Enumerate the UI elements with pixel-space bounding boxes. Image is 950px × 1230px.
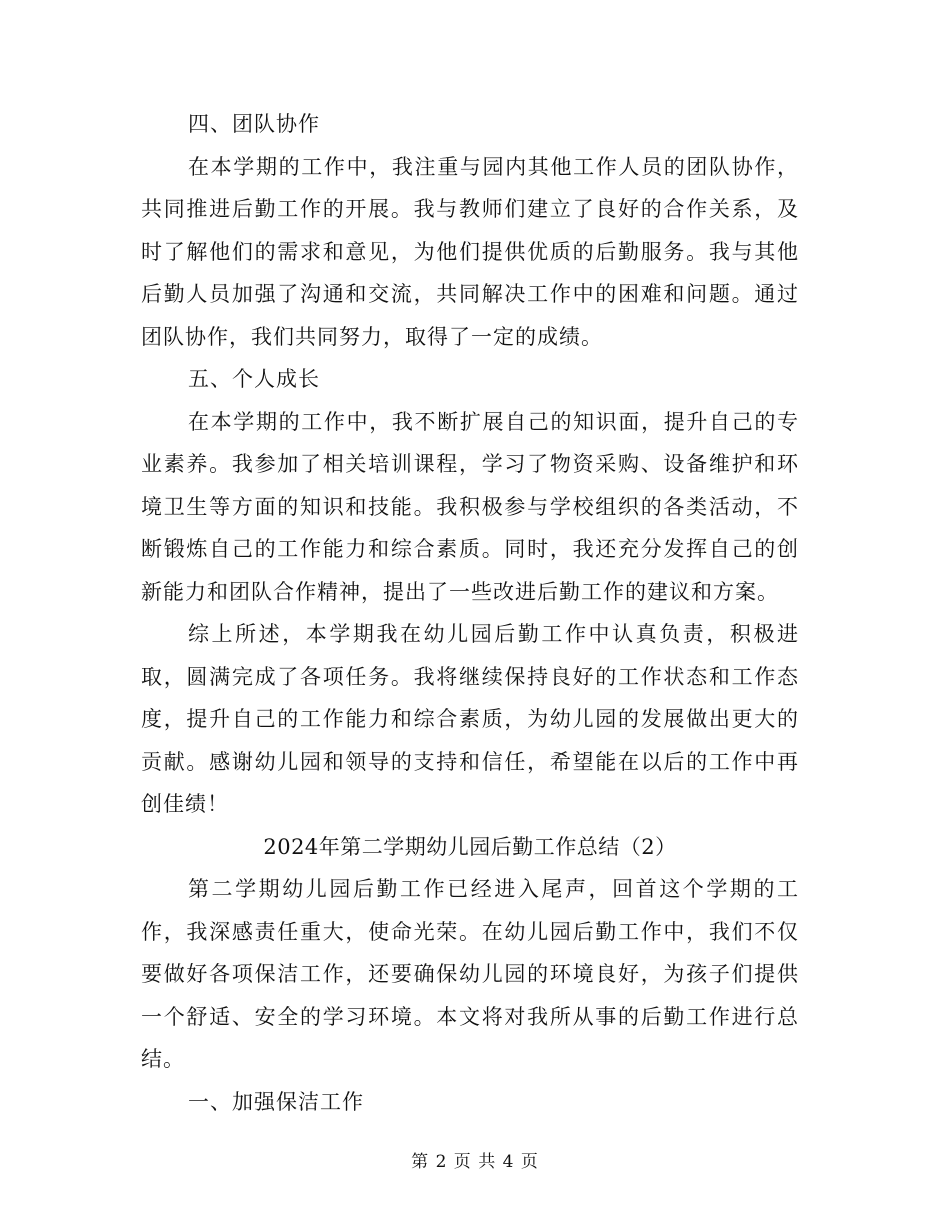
paragraph-intro: 第二学期幼儿园后勤工作已经进入尾声，回首这个学期的工作，我深感责任重大，使命光荣。在幼儿园后勤工作中，我们不仅要做好各项保洁工作，还要确保幼儿园的环境良好，为孩子们提供一个舒适、安全的学习环境。本文将对我所从事的后勤工作进行总结。 — [141, 877, 799, 1071]
paragraph-conclusion: 综上所述，本学期我在幼儿园后勤工作中认真负责，积极进取，圆满完成了各项任务。我将继续保持良好的工作状态和工作态度，提升自己的工作能力和综合素质，为幼儿园的发展做出更大的贡献。感谢幼儿园和领导的支持和信任，希望能在以后的工作中再创佳绩！ — [141, 622, 799, 816]
page-content — [141, 103, 799, 1123]
paragraph-personal-growth: 在本学期的工作中，我不断扩展自己的知识面，提升自己的专业素养。我参加了相关培训课程，学习了物资采购、设备维护和环境卫生等方面的知识和技能。我积极参与学校组织的各类活动，不断锻炼自己的工作能力和综合素质。同时，我还充分发挥自己的创新能力和团队合作精神，提出了一些改进后勤工作的建议和方案。 — [141, 409, 799, 604]
document-title: 2024年第二学期幼儿园后勤工作总结（2） — [263, 834, 677, 859]
section-heading-cleaning: 一、加强保洁工作 — [188, 1089, 364, 1114]
section-heading-teamwork: 四、团队协作 — [188, 112, 320, 136]
page-number: 第 2 页 共 4 页 — [411, 1152, 539, 1172]
paragraph-teamwork: 在本学期的工作中，我注重与园内其他工作人员的团队协作，共同推进后勤工作的开展。我与教师们建立了良好的合作关系，及时了解他们的需求和意见，为他们提供优质的后勤服务。我与其他后勤人员加强了沟通和交流，共同解决工作中的困难和问题。通过团队协作，我们共同努力，取得了一定的成绩。 — [141, 154, 799, 349]
section-heading-personal-growth: 五、个人成长 — [188, 367, 320, 391]
